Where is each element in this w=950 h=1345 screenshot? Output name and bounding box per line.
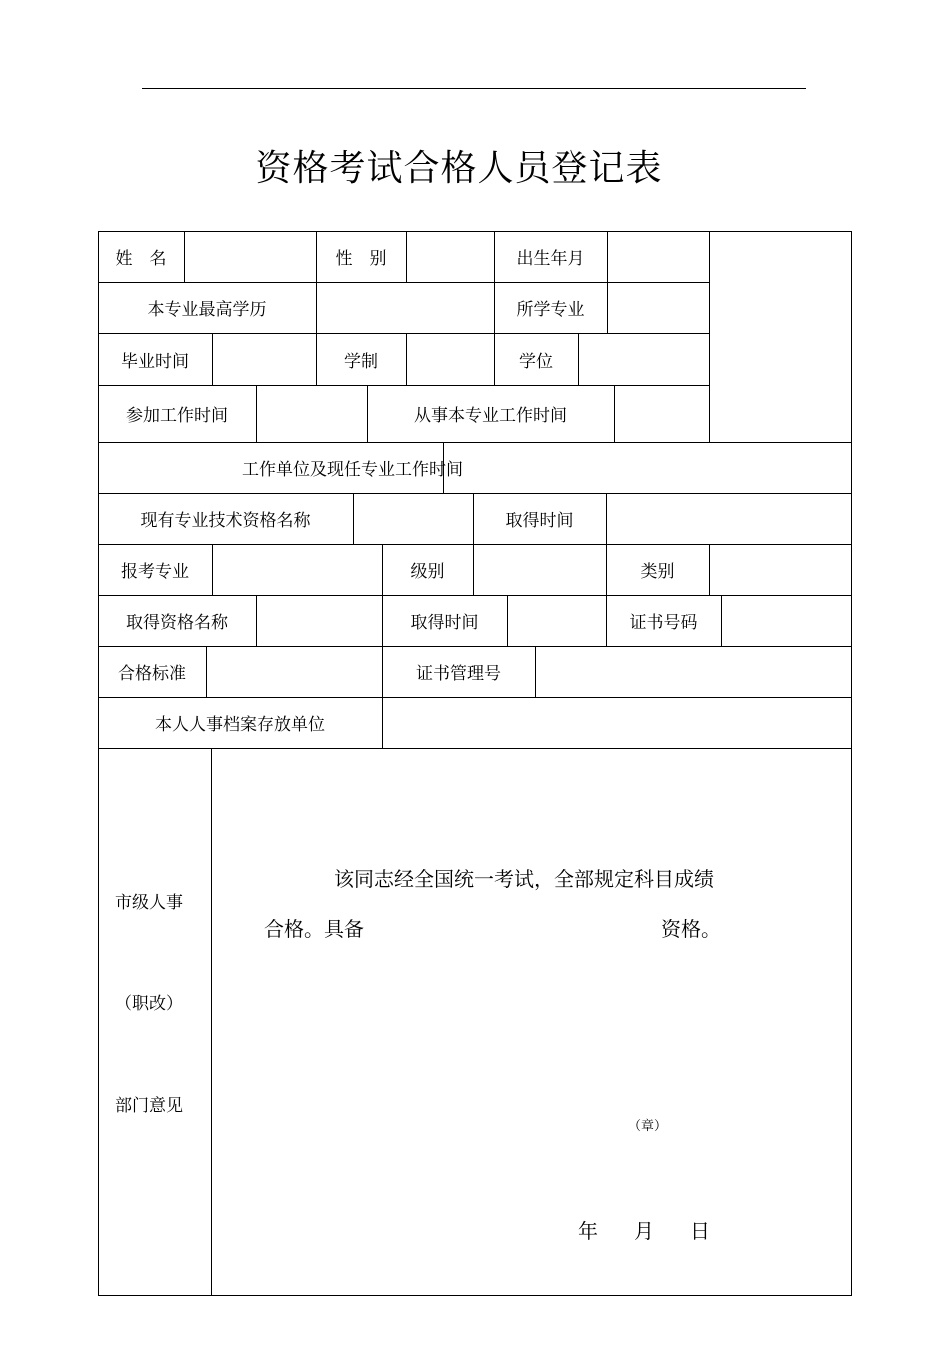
birth-label: 出生年月: [516, 249, 585, 269]
dept-label-line1: 市级人事: [115, 893, 183, 913]
major-label: 所学专业: [516, 300, 585, 320]
current-qual-time-value-field[interactable]: [606, 493, 852, 544]
name-label: 姓 名: [115, 249, 167, 269]
current-qual-time-label: 取得时间: [505, 511, 574, 531]
current-qual-label: 现有专业技术资格名称: [140, 511, 311, 531]
obtained-time-label: 取得时间: [410, 613, 479, 633]
archive-value-field[interactable]: [382, 697, 852, 748]
standard-label: 合格标准: [118, 664, 186, 684]
date-day: 日: [690, 1219, 710, 1243]
registration-form: [98, 231, 852, 1295]
level-label: 级别: [410, 562, 445, 582]
form-title: 资格考试合格人员登记表: [255, 148, 663, 189]
cert-no-label: 证书号码: [629, 613, 698, 633]
obtained-qual-value-field[interactable]: [256, 595, 382, 646]
degree-label: 学位: [519, 351, 553, 372]
obtained-qual-label: 取得资格名称: [126, 613, 228, 633]
qualification-blank[interactable]: [370, 913, 650, 939]
major-value-field[interactable]: [607, 282, 709, 333]
level-value-field[interactable]: [473, 544, 606, 595]
statement-line1: 该同志经全国统一考试，全部规定科目成绩: [334, 867, 714, 891]
education-label: 本专业最高学历: [147, 300, 267, 320]
category-label: 类别: [640, 562, 675, 582]
exam-major-value-field[interactable]: [212, 544, 382, 595]
graduation-label: 毕业时间: [121, 351, 189, 372]
employer-label: 工作单位及现任专业工作时间: [242, 460, 463, 480]
degree-value-field[interactable]: [578, 333, 709, 385]
duration-value-field[interactable]: [406, 333, 494, 385]
exam-major-label: 报考专业: [121, 562, 189, 582]
border-right: [851, 231, 852, 1296]
work-start-value-field[interactable]: [256, 385, 367, 442]
archive-label: 本人人事档案存放单位: [155, 715, 325, 735]
photo-area[interactable]: [710, 232, 851, 442]
dept-label-line2: （职改）: [115, 994, 183, 1014]
prof-work-value-field[interactable]: [614, 385, 709, 442]
obtained-time-value-field[interactable]: [507, 595, 606, 646]
date-month: 月: [634, 1219, 654, 1243]
statement-line2-prefix: 合格。具备: [264, 917, 364, 941]
cert-no-value-field[interactable]: [721, 595, 852, 646]
birth-value-field[interactable]: [607, 231, 709, 282]
statement-line2-suffix: 资格。: [661, 917, 721, 941]
cert-mgmt-value-field[interactable]: [535, 646, 852, 697]
work-start-label: 参加工作时间: [126, 406, 228, 426]
top-rule: [142, 88, 806, 89]
prof-work-label: 从事本专业工作时间: [414, 406, 567, 426]
category-value-field[interactable]: [709, 544, 852, 595]
education-value-field[interactable]: [316, 282, 494, 333]
cert-mgmt-label: 证书管理号: [416, 664, 501, 684]
seal-label: （章）: [628, 1119, 668, 1134]
border-bottom: [98, 1295, 852, 1296]
gender-value-field[interactable]: [406, 231, 494, 282]
date-year: 年: [578, 1219, 598, 1243]
dept-label-line3: 部门意见: [115, 1096, 183, 1116]
gender-label: 性 别: [335, 249, 387, 269]
name-value-field[interactable]: [184, 231, 316, 282]
standard-value-field[interactable]: [206, 646, 382, 697]
current-qual-value-field[interactable]: [353, 493, 473, 544]
employer-value-field[interactable]: [443, 442, 852, 493]
graduation-value-field[interactable]: [212, 333, 316, 385]
col-line: [211, 748, 212, 1295]
duration-label: 学制: [344, 351, 378, 372]
